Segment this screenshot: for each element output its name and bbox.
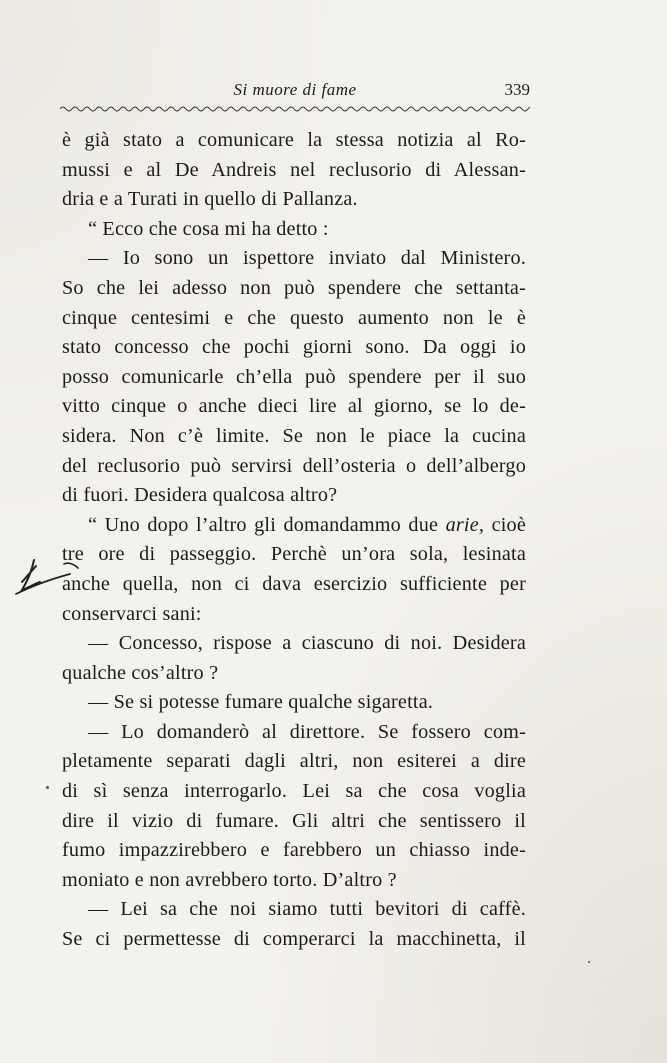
text-line: — Lei sa che noi siamo tutti bevitori di caffè. [88, 898, 526, 921]
text-line: è già stato a comunicare la stessa notizia al Ro- [62, 129, 526, 151]
text-line: di sì senza interrogarlo. Lei sa che cosa voglia [62, 780, 526, 803]
speck-dot [46, 786, 49, 789]
text-line: mussi e al De Andreis nel reclusorio di Alessan- [62, 158, 526, 181]
text-line: So che lei adesso non può spendere che settanta- [62, 276, 526, 299]
text-line: stato concesso che pochi giorni sono. Da oggi io [62, 336, 526, 359]
wavy-header-rule [60, 104, 530, 114]
italic-word: arie, [445, 513, 485, 536]
text-line: qualche cos’altro ? [62, 661, 219, 684]
body-text [62, 126, 526, 955]
text-line: fumo impazzirebbero e farebbero un chiasso inde- [62, 839, 526, 862]
text-line: Se ci permettesse di comperarci la macchinetta, il [62, 928, 526, 951]
text-line: — Io sono un ispettore inviato dal Ministero. [88, 247, 526, 270]
text-line: dire il vizio di fumare. Gli altri che sentissero il [62, 809, 526, 832]
text-line: vitto cinque o anche dieci lire al giorno, se lo de- [62, 395, 526, 418]
text-line: pletamente separati dagli altri, non esiterei a dire [62, 750, 526, 773]
text-line: posso comunicarle ch’ella può spendere per il suo [62, 365, 526, 388]
text-line: cinque centesimi e che questo aumento non le è [62, 306, 526, 329]
text-line: sidera. Non c’è limite. Se non le piace la cucina [62, 424, 526, 447]
text-line: — Concesso, rispose a ciascuno di noi. Desidera [88, 632, 526, 655]
text-line: anche quella, non ci dava esercizio sufficiente per [62, 572, 526, 595]
text-line: conservarci sani: [62, 602, 202, 625]
text-line: dria e a Turati in quello di Pallanza. [62, 188, 358, 211]
page-header [60, 80, 530, 106]
text-line: — Lo domanderò al direttore. Se fossero com- [88, 720, 526, 743]
text-line: moniato e non avrebbero torto. D’altro ? [62, 868, 397, 891]
text-line: del reclusorio può servirsi dell’osteria o dell’albergo [62, 454, 526, 477]
running-title: Si muore di fame [233, 80, 357, 99]
text-line: — Se si potesse fumare qualche sigaretta. [88, 691, 434, 714]
speck-dot [588, 961, 590, 963]
text-line: “ Ecco che cosa mi ha detto : [88, 217, 329, 240]
text-line: tre ore di passeggio. Perchè un’ora sola, lesinata [62, 543, 526, 566]
text-line: “ Uno dopo l’altro gli domandammo due arie, cioè [88, 513, 527, 536]
page-number: 339 [504, 80, 530, 99]
handwritten-margin-mark [14, 546, 84, 606]
text-line: di fuori. Desidera qualcosa altro? [62, 484, 338, 507]
